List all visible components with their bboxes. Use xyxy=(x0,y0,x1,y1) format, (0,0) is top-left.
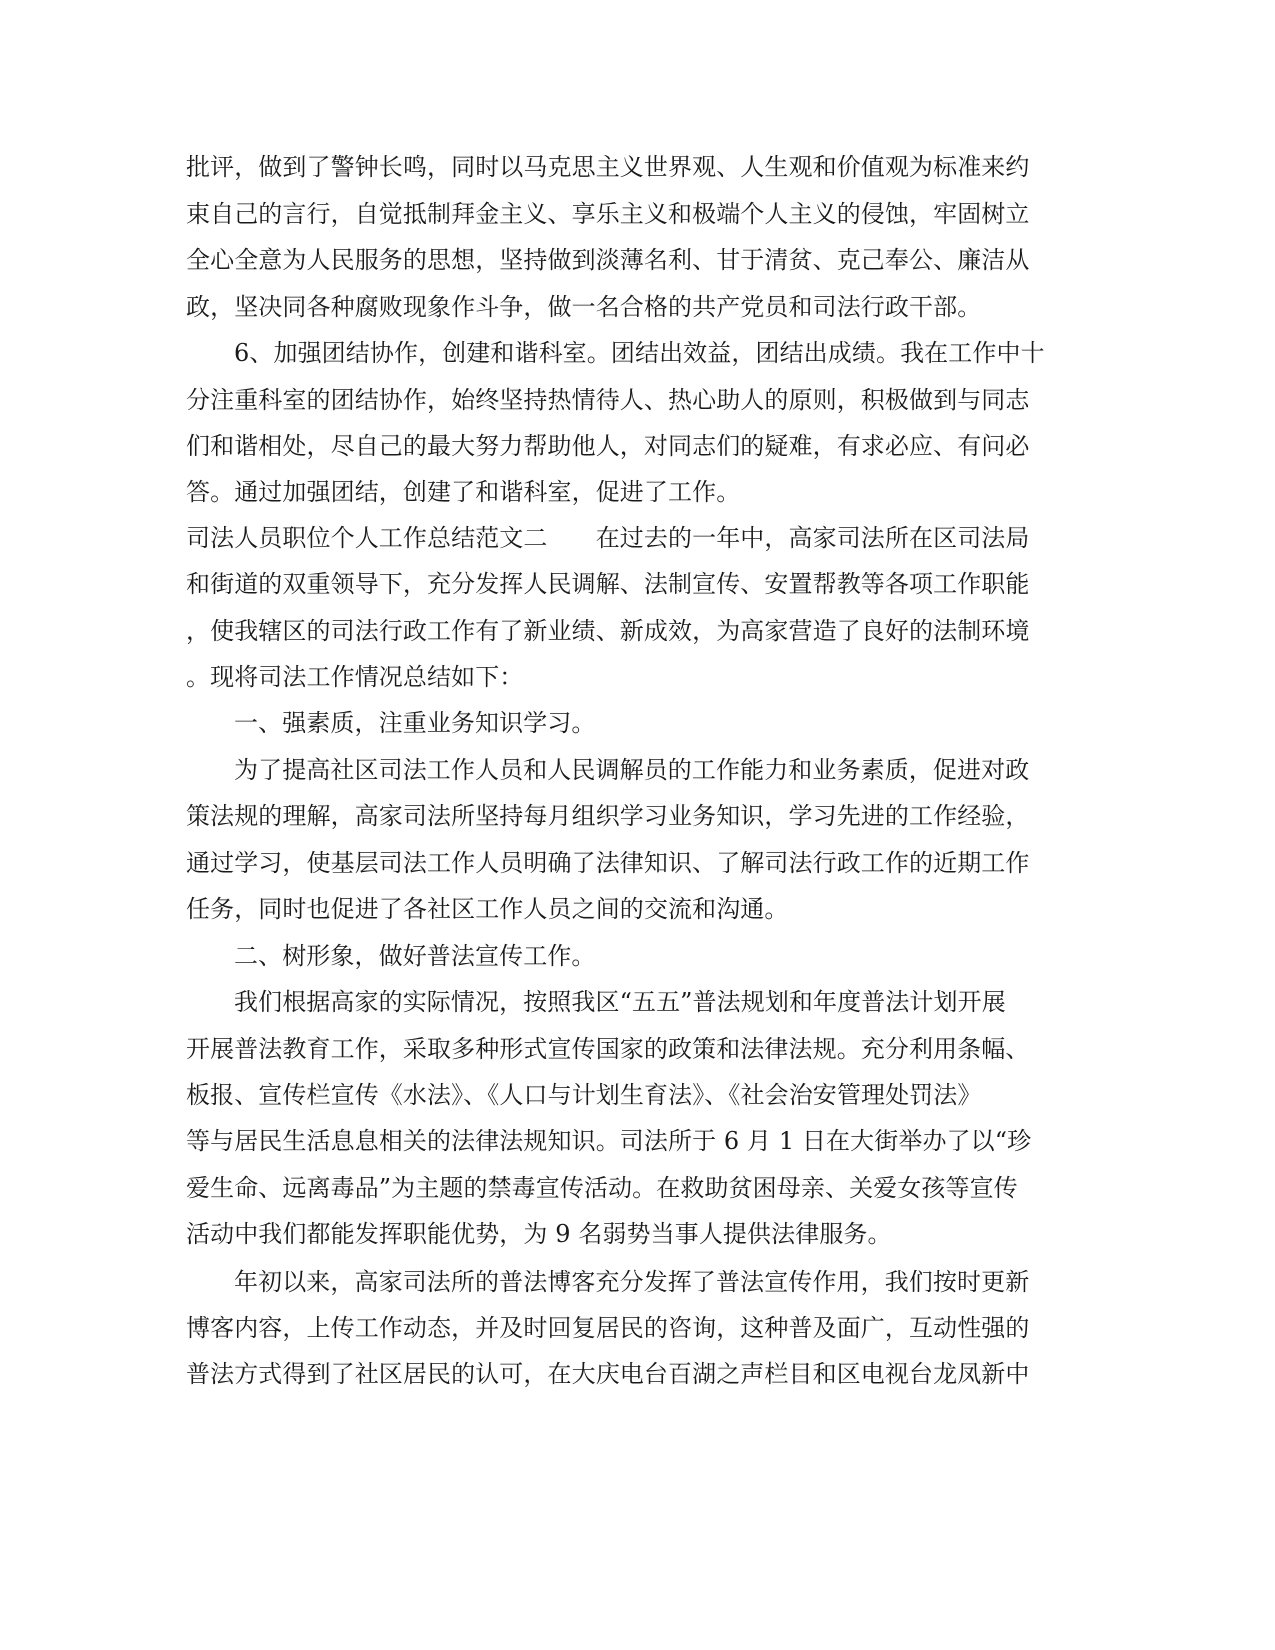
text-line: 全心全意为人民服务的思想，坚持做到淡薄名利、甘于清贫、克己奉公、廉洁从 xyxy=(186,246,1030,274)
text-line: 。现将司法工作情况总结如下： xyxy=(186,663,524,691)
text-line: 活动中我们都能发挥职能优势，为 9 名弱势当事人提供法律服务。 xyxy=(186,1220,892,1248)
text-line: 为了提高社区司法工作人员和人民调解员的工作能力和业务素质，促进对政 xyxy=(234,756,1030,784)
text-line: 司法人员职位个人工作总结范文二 在过去的一年中，高家司法所在区司法局 xyxy=(186,524,1030,552)
text-line: 板报、宣传栏宣传《水法》、《人口与计划生育法》、《社会治安管理处罚法》 xyxy=(186,1081,982,1109)
text-line: 束自己的言行，自觉抵制拜金主义、享乐主义和极端个人主义的侵蚀，牢固树立 xyxy=(186,200,1030,228)
text-line: 批评，做到了警钟长鸣，同时以马克思主义世界观、人生观和价值观为标准来约 xyxy=(186,153,1030,181)
text-line: 我们根据高家的实际情况，按照我区“五五”普法规划和年度普法计划开展 xyxy=(234,988,1006,1016)
text-line: 任务，同时也促进了各社区工作人员之间的交流和沟通。 xyxy=(186,895,789,923)
text-line: 政，坚决同各种腐败现象作斗争，做一名合格的共产党员和司法行政干部。 xyxy=(186,293,982,321)
text-line: 和街道的双重领导下，充分发挥人民调解、法制宣传、安置帮教等各项工作职能 xyxy=(186,570,1030,598)
text-line: 通过学习，使基层司法工作人员明确了法律知识、了解司法行政工作的近期工作 xyxy=(186,849,1030,877)
text-line: 分注重科室的团结协作，始终坚持热情待人、热心助人的原则，积极做到与同志 xyxy=(186,386,1030,414)
text-line: 策法规的理解，高家司法所坚持每月组织学习业务知识，学习先进的工作经验， xyxy=(186,802,1030,830)
text-line: 爱生命、远离毒品”为主题的禁毒宣传活动。在救助贫困母亲、关爱女孩等宣传 xyxy=(186,1174,1018,1202)
text-line: 普法方式得到了社区居民的认可，在大庆电台百湖之声栏目和区电视台龙凤新中 xyxy=(186,1360,1030,1388)
text-line: 二、树形象，做好普法宣传工作。 xyxy=(234,942,596,970)
text-line: 博客内容，上传工作动态，并及时回复居民的咨询，这种普及面广，互动性强的 xyxy=(186,1314,1030,1342)
text-line: ，使我辖区的司法行政工作有了新业绩、新成效，为高家营造了良好的法制环境 xyxy=(186,617,1030,645)
text-line: 开展普法教育工作，采取多种形式宣传国家的政策和法律法规。充分利用条幅、 xyxy=(186,1035,1030,1063)
text-line: 答。通过加强团结，创建了和谐科室，促进了工作。 xyxy=(186,478,741,506)
text-line: 一、强素质，注重业务知识学习。 xyxy=(234,709,596,737)
text-line: 6、加强团结协作，创建和谐科室。团结出效益，团结出成绩。我在工作中十 xyxy=(234,339,1045,367)
text-line: 等与居民生活息息相关的法律法规知识。司法所于 6 月 1 日在大街举办了以“珍 xyxy=(186,1127,1032,1155)
text-line: 们和谐相处，尽自己的最大努力帮助他人，对同志们的疑难，有求必应、有问必 xyxy=(186,432,1030,460)
text-line: 年初以来，高家司法所的普法博客充分发挥了普法宣传作用，我们按时更新 xyxy=(234,1268,1030,1296)
